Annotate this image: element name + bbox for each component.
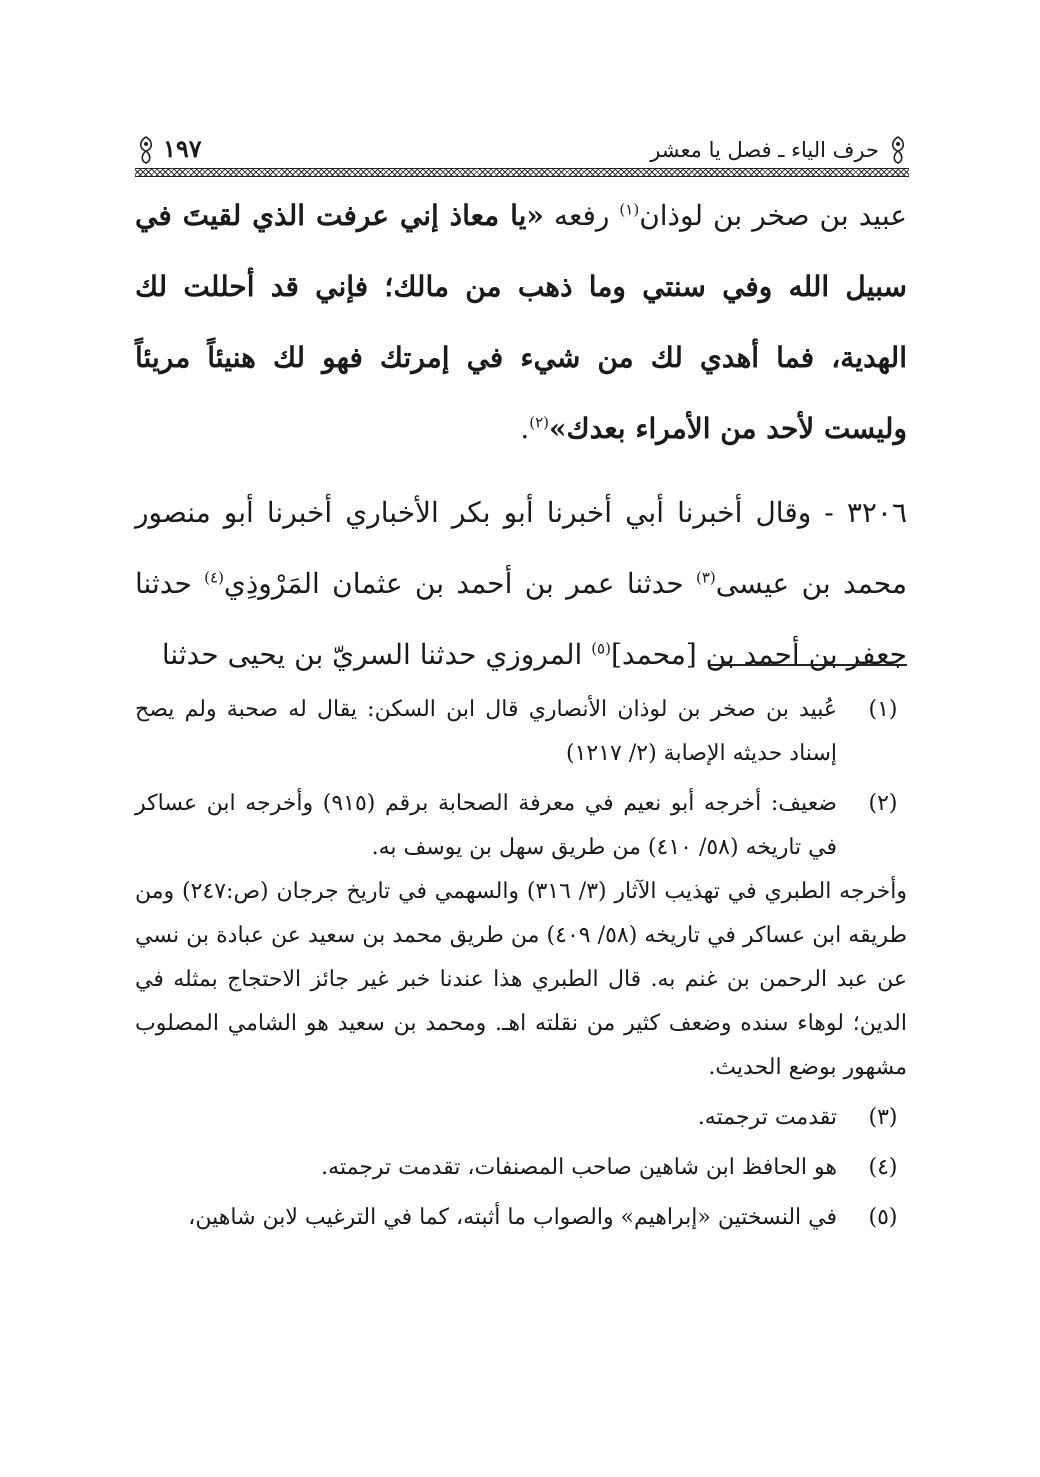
footnote-number: (٥) xyxy=(868,1205,898,1230)
ornament-icon xyxy=(135,135,157,165)
text-run: ٣٢٠٦ - وقال أخبرنا أبي أخبرنا أبو بكر الأخباري أخبرنا أبو منصور محمد بن عيسى xyxy=(135,496,908,600)
text-run: عبيد بن صخر بن لوذان xyxy=(639,199,907,232)
footnote-ref: (٥) xyxy=(591,639,611,658)
footnote xyxy=(135,1096,907,1140)
footnote xyxy=(135,1196,907,1240)
footnote-number: (١) xyxy=(868,697,898,722)
footnote-ref: (١) xyxy=(619,200,640,219)
header-title: حرف الياء ـ فصل يا معشر xyxy=(650,138,879,162)
footnote-text: ضعيف: أخرجه أبو نعيم في معرفة الصحابة برقم (٩١٥) وأخرجه ابن عساكر في تاريخه (٥٨/ ٤١٠) من طريق سهل بن يوسف به. xyxy=(135,791,837,860)
running-header xyxy=(135,135,909,175)
footnote-number: (٢) xyxy=(868,791,898,816)
footnote xyxy=(135,688,907,776)
text-run: حدثنا جعفر بن أحمد بن [محمد] xyxy=(135,567,907,671)
footnote xyxy=(135,782,907,870)
text-run: حدثنا عمر بن أحمد بن عثمان المَرْوذِي xyxy=(223,567,696,600)
footnote-ref: (٣) xyxy=(695,568,716,587)
footnote-ref: (٤) xyxy=(204,568,224,587)
footnote-ref: (٢) xyxy=(529,413,550,432)
footnote xyxy=(135,1146,907,1190)
footnote-number: (٣) xyxy=(868,1105,898,1130)
footnote-continuation: وأخرجه الطبري في تهذيب الآثار (٣/ ٣١٦) والسهمي في تاريخ جرجان (ص:٢٤٧) ومن طريقه ابن عساكر في تاريخه (٥٨/ ٤٠٩) من طريق محمد بن سعيد عن عبادة بن نسي عن عبد الرحمن بن غنم به. قال الطبري هذا عندنا خبر غير جائز الاحتجاج بمثله في الدين؛ لوهاء سنده وضعف كثير من نقلته اهـ. ومحمد بن سعيد هو الشامي المصلوب مشهور بوضع الحديث. xyxy=(135,879,908,1080)
ornament-icon xyxy=(887,135,909,165)
footnote-text: هو الحافظ ابن شاهين صاحب المصنفات، تقدمت ترجمته. xyxy=(321,1155,837,1180)
text-run: المروزي حدثنا السريّ بن يحيى حدثنا xyxy=(161,638,592,671)
footnote-text: في النسختين «إبراهيم» والصواب ما أثبته، كما في الترغيب لابن شاهين، xyxy=(188,1205,837,1230)
paragraph xyxy=(135,180,907,464)
page-number: ١٩٧ xyxy=(163,134,202,163)
text-run: رفعه xyxy=(543,199,620,232)
text-run: . xyxy=(520,412,530,445)
hadith-quote: «يا معاذ إني عرفت الذي لقيتَ في سبيل الله وفي سنتي وما ذهب من مالك؛ فإني قد أحللت لك الهدية، فما أهدي لك من شيء في إمرتك فهو لك هنيئاً مريئاً وليست لأحد من الأمراء بعدك» xyxy=(135,199,907,445)
footnote-text: تقدمت ترجمته. xyxy=(697,1105,837,1130)
footnote-number: (٤) xyxy=(868,1155,898,1180)
main-text xyxy=(135,180,907,690)
header-rule xyxy=(135,168,909,177)
footnotes xyxy=(135,688,907,1240)
footnote-separator xyxy=(708,664,907,666)
footnote-text: عُبيد بن صخر بن لوذان الأنصاري قال ابن السكن: يقال له صحبة ولم يصح إسناد حديثه الإصابة (٢/ ١٢١٧) xyxy=(135,697,837,766)
paragraph xyxy=(135,477,907,690)
